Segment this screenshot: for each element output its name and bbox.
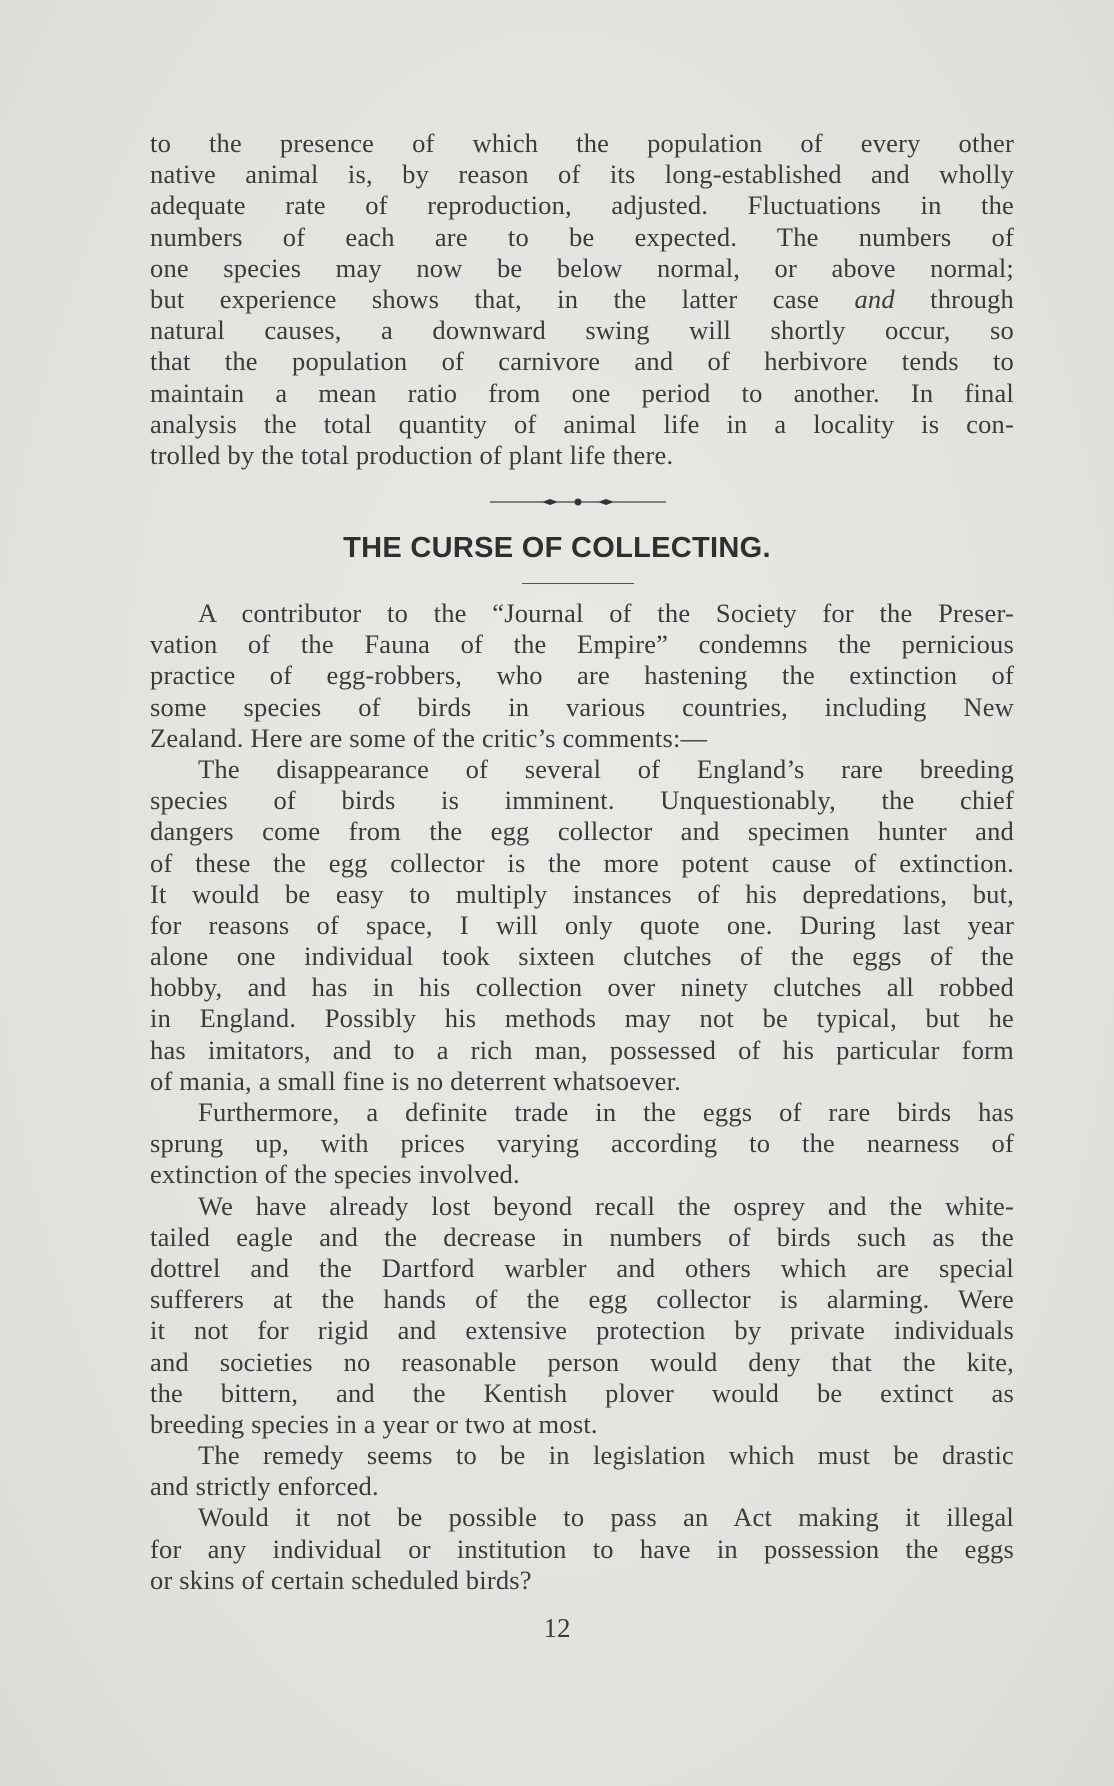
text-line: of these the egg collector is the more potent cause of extinction.	[150, 847, 1014, 878]
text-line: numbers of each are to be expected. The numbers of	[150, 221, 1014, 252]
text-line: for any individual or institution to have in possession the eggs	[150, 1533, 1014, 1564]
text-line: has imitators, and to a rich man, possessed of his particular form	[150, 1034, 1014, 1065]
text-line: it not for rigid and extensive protection by private individuals	[150, 1315, 1014, 1346]
text-line: extinction of the species involved.	[150, 1159, 520, 1190]
text-line: for reasons of space, I will only quote one. During last year	[150, 909, 1014, 940]
text-line: tailed eagle and the decrease in numbers of birds such as the	[150, 1221, 1014, 1252]
intro-paragraph	[150, 128, 1014, 471]
text-line: natural causes, a downward swing will shortly occur, so	[150, 315, 1014, 346]
text-line: that the population of carnivore and of herbivore tends to	[150, 346, 1014, 377]
text-line: The remedy seems to be in legislation which must be drastic	[198, 1440, 1014, 1471]
text-line: the bittern, and the Kentish plover would be extinct as	[150, 1377, 1014, 1408]
text-line: and strictly enforced.	[150, 1471, 379, 1502]
emphasized-word: and	[854, 283, 895, 314]
page-number: 12	[543, 1613, 571, 1643]
text-line: We have already lost beyond recall the osprey and the white-	[198, 1190, 1014, 1221]
text-line: species of birds is imminent. Unquestionably, the chief	[150, 785, 1014, 816]
text-line: hobby, and has in his collection over ninety clutches all robbed	[150, 972, 1014, 1003]
text-line: native animal is, by reason of its long-established and wholly	[150, 159, 1014, 190]
text-line: sprung up, with prices varying according to the nearness of	[150, 1128, 1014, 1159]
text-line: vation of the Fauna of the Empire” condemns the pernicious	[150, 629, 1014, 660]
text-line: Would it not be possible to pass an Act making it illegal	[198, 1502, 1014, 1533]
text-line: analysis the total quantity of animal life in a locality is con-	[150, 408, 1014, 439]
text-line: maintain a mean ratio from one period to another. In final	[150, 377, 1014, 408]
text-line: It would be easy to multiply instances of his depredations, but,	[150, 878, 1014, 909]
text-line: and societies no reasonable person would deny that the kite,	[150, 1346, 1014, 1377]
title-underline	[522, 583, 634, 584]
text-line: adequate rate of reproduction, adjusted. Fluctuations in the	[150, 190, 1014, 221]
article-body	[150, 598, 1014, 1596]
section-title: THE CURSE OF COLLECTING.	[343, 532, 771, 564]
text-line: of mania, a small fine is no deterrent whatsoever.	[150, 1065, 681, 1096]
text-line: A contributor to the “Journal of the Society for the Preser-	[198, 598, 1014, 628]
text-line: sufferers at the hands of the egg collector is alarming. Were	[150, 1284, 1014, 1315]
text-line: practice of egg-robbers, who are hastening the extinction of	[150, 660, 1014, 691]
text-line: or skins of certain scheduled birds?	[150, 1564, 532, 1595]
text-line: The disappearance of several of England’s rare breeding	[198, 753, 1014, 784]
text-line: in England. Possibly his methods may not be typical, but he	[150, 1003, 1014, 1034]
text-line: Zealand. Here are some of the critic’s comments:—	[150, 722, 708, 753]
text-line: one species may now be below normal, or above normal;	[150, 252, 1014, 283]
text-line: alone one individual took sixteen clutches of the eggs of the	[150, 941, 1014, 972]
text-line-with-italic: but experience shows that, in the latter case and through	[150, 283, 1014, 314]
text-line: breeding species in a year or two at most.	[150, 1408, 598, 1439]
section-divider-ornament	[490, 496, 666, 508]
text-line: some species of birds in various countries, including New	[150, 691, 1014, 722]
text-line: Furthermore, a definite trade in the eggs of rare birds has	[198, 1097, 1014, 1127]
text-line: trolled by the total production of plant life there.	[150, 439, 674, 470]
text-line: dangers come from the egg collector and specimen hunter and	[150, 816, 1014, 847]
text-line: dottrel and the Dartford warbler and others which are special	[150, 1252, 1014, 1283]
text-line: to the presence of which the population of every other	[150, 128, 1014, 158]
